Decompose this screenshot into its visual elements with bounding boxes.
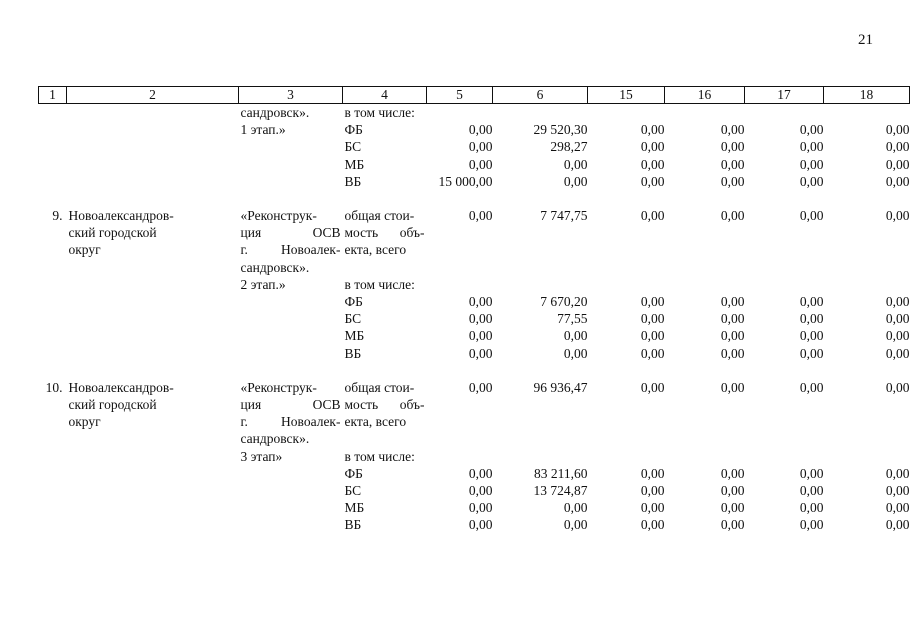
value-cell: 0,00: [640, 379, 665, 395]
spacer-row: [39, 190, 910, 207]
value-cell: 96 936,47: [533, 379, 588, 395]
object-name-cell: [239, 310, 343, 327]
table-row: [39, 156, 910, 173]
value-cell: 0,00: [885, 483, 910, 499]
value-cell: 13 724,87: [533, 483, 588, 499]
value-cell: 0,00: [799, 294, 824, 310]
header-cell: 15: [588, 87, 665, 104]
value-cell: 0,00: [799, 517, 824, 533]
row-number-cell: [39, 430, 67, 447]
funding-source-cell: общая стои-: [344, 379, 415, 395]
value-cell: 0,00: [720, 122, 745, 138]
funding-source-cell: ВБ: [344, 173, 362, 189]
value-cell: 0,00: [640, 328, 665, 344]
value-cell: 0,00: [563, 500, 588, 516]
row-number-cell: [39, 293, 67, 310]
value-cell: [745, 276, 824, 293]
municipality-cell: [67, 276, 239, 293]
value-cell: 0,00: [720, 311, 745, 327]
row-number-cell: [39, 396, 67, 413]
table-row: [39, 224, 910, 241]
value-cell: 0,00: [720, 156, 745, 172]
row-number-cell: [39, 224, 67, 241]
municipality-cell: ский городской: [68, 225, 157, 241]
value-cell: 0,00: [885, 311, 910, 327]
municipality-cell: [67, 448, 239, 465]
value-cell: 0,00: [468, 311, 493, 327]
funding-source-cell: ВБ: [344, 345, 362, 361]
value-cell: 0,00: [468, 517, 493, 533]
value-cell: 0,00: [885, 139, 910, 155]
value-cell: [824, 241, 910, 258]
object-name-cell: сандровск».: [240, 259, 310, 275]
value-cell: [824, 276, 910, 293]
table-row: [39, 121, 910, 138]
value-cell: [824, 224, 910, 241]
value-cell: [493, 241, 588, 258]
value-cell: 0,00: [799, 465, 824, 481]
row-number-cell: [39, 276, 67, 293]
value-cell: [493, 413, 588, 430]
value-cell: 0,00: [563, 345, 588, 361]
value-cell: [588, 413, 665, 430]
value-cell: 0,00: [885, 294, 910, 310]
funding-source-cell: в том числе:: [344, 448, 415, 464]
value-cell: 0,00: [799, 328, 824, 344]
value-cell: [427, 448, 493, 465]
value-cell: [588, 396, 665, 413]
value-cell: 0,00: [799, 500, 824, 516]
value-cell: [588, 276, 665, 293]
municipality-cell: [67, 104, 239, 122]
value-cell: 0,00: [799, 156, 824, 172]
value-cell: [493, 448, 588, 465]
value-cell: 0,00: [720, 328, 745, 344]
value-cell: [745, 224, 824, 241]
value-cell: 0,00: [468, 208, 493, 224]
funding-source-cell: МБ: [344, 328, 365, 344]
municipality-cell: [67, 430, 239, 447]
row-number-cell: [39, 465, 67, 482]
value-cell: 83 211,60: [534, 465, 588, 481]
value-cell: 0,00: [720, 517, 745, 533]
row-number-cell: 10.: [45, 379, 63, 395]
value-cell: 0,00: [720, 208, 745, 224]
municipality-cell: округ: [68, 242, 101, 258]
value-cell: [745, 104, 824, 122]
value-cell: 0,00: [468, 328, 493, 344]
value-cell: 0,00: [885, 465, 910, 481]
funding-source-cell: МБ: [344, 500, 365, 516]
municipality-cell: округ: [68, 414, 101, 430]
object-name-cell: [239, 482, 343, 499]
value-cell: 0,00: [799, 345, 824, 361]
value-cell: 0,00: [799, 208, 824, 224]
table-row: [39, 448, 910, 465]
funding-source-cell: ФБ: [344, 294, 363, 310]
header-cell: 5: [427, 87, 493, 104]
value-cell: [588, 241, 665, 258]
value-cell: [824, 448, 910, 465]
table-row: [39, 327, 910, 344]
table-row: [39, 259, 910, 276]
funding-source-cell: БС: [344, 311, 362, 327]
row-number-cell: [39, 121, 67, 138]
value-cell: [493, 104, 588, 122]
value-cell: 0,00: [885, 156, 910, 172]
municipality-cell: [67, 138, 239, 155]
value-cell: 0,00: [885, 328, 910, 344]
funding-source-cell: МБ: [344, 156, 365, 172]
row-number-cell: [39, 516, 67, 533]
value-cell: 0,00: [885, 379, 910, 395]
header-cell: 1: [39, 87, 67, 104]
table-row: [39, 207, 910, 224]
value-cell: [588, 448, 665, 465]
municipality-cell: [67, 465, 239, 482]
header-cell: 3: [239, 87, 343, 104]
header-cell: 4: [343, 87, 427, 104]
value-cell: 0,00: [885, 173, 910, 189]
value-cell: 0,00: [640, 122, 665, 138]
municipality-cell: [67, 499, 239, 516]
value-cell: [745, 448, 824, 465]
value-cell: 0,00: [720, 139, 745, 155]
table-row: [39, 482, 910, 499]
object-name-cell: ция ОСВ: [240, 225, 341, 241]
value-cell: 0,00: [468, 345, 493, 361]
object-name-cell: [239, 293, 343, 310]
value-cell: [427, 104, 493, 122]
value-cell: [427, 259, 493, 276]
table-row: [39, 379, 910, 396]
value-cell: [588, 430, 665, 447]
value-cell: 15 000,00: [438, 173, 493, 189]
value-cell: 0,00: [468, 465, 493, 481]
municipality-cell: ский городской: [68, 397, 157, 413]
row-number-cell: [39, 448, 67, 465]
table-row: [39, 241, 910, 258]
table-row: [39, 396, 910, 413]
municipality-cell: [67, 293, 239, 310]
value-cell: [824, 396, 910, 413]
funding-source-cell: БС: [344, 139, 362, 155]
funding-source-cell: екта, всего: [344, 242, 407, 258]
value-cell: 29 520,30: [533, 122, 588, 138]
value-cell: 0,00: [640, 483, 665, 499]
header-cell: 6: [493, 87, 588, 104]
table-row: [39, 499, 910, 516]
value-cell: 0,00: [720, 173, 745, 189]
table-row: [39, 293, 910, 310]
value-cell: [665, 276, 745, 293]
value-cell: [745, 413, 824, 430]
value-cell: 0,00: [885, 500, 910, 516]
value-cell: [665, 448, 745, 465]
value-cell: [745, 259, 824, 276]
object-name-cell: [239, 465, 343, 482]
value-cell: 7 747,75: [540, 208, 588, 224]
value-cell: 77,55: [557, 311, 588, 327]
object-name-cell: сандровск».: [240, 105, 310, 120]
funding-source-cell: ФБ: [344, 122, 363, 138]
value-cell: [588, 259, 665, 276]
table-row: [39, 413, 910, 430]
column-number-row: [39, 87, 910, 104]
value-cell: [824, 413, 910, 430]
value-cell: 0,00: [563, 328, 588, 344]
object-name-cell: 2 этап.»: [240, 276, 286, 292]
value-cell: 0,00: [468, 139, 493, 155]
value-cell: [665, 224, 745, 241]
header-cell: 17: [745, 87, 824, 104]
object-name-cell: «Реконструк-: [240, 208, 317, 224]
table-row: [39, 104, 910, 122]
municipality-cell: Новоалександров-: [68, 379, 174, 395]
value-cell: [665, 259, 745, 276]
object-name-cell: [239, 173, 343, 190]
row-number-cell: [39, 310, 67, 327]
row-number-cell: [39, 413, 67, 430]
value-cell: 0,00: [720, 500, 745, 516]
spacer-cell: [39, 190, 910, 207]
municipality-cell: [67, 156, 239, 173]
row-number-cell: [39, 327, 67, 344]
value-cell: 0,00: [885, 208, 910, 224]
value-cell: [665, 104, 745, 122]
value-cell: [745, 241, 824, 258]
municipality-cell: [67, 482, 239, 499]
value-cell: [427, 396, 493, 413]
value-cell: 0,00: [468, 122, 493, 138]
value-cell: 0,00: [640, 294, 665, 310]
funding-source-cell: БС: [344, 483, 362, 499]
table-row: [39, 138, 910, 155]
value-cell: [427, 241, 493, 258]
value-cell: 0,00: [640, 208, 665, 224]
value-cell: 0,00: [799, 173, 824, 189]
value-cell: 0,00: [720, 379, 745, 395]
object-name-cell: «Реконструк-: [240, 379, 317, 395]
funding-source-cell: мость объ-: [344, 397, 425, 413]
row-number-cell: [39, 259, 67, 276]
value-cell: [427, 430, 493, 447]
municipality-cell: [67, 516, 239, 533]
value-cell: 0,00: [468, 156, 493, 172]
value-cell: [427, 276, 493, 293]
municipality-cell: Новоалександров-: [68, 208, 174, 224]
value-cell: [493, 430, 588, 447]
value-cell: 0,00: [640, 311, 665, 327]
municipality-cell: [67, 121, 239, 138]
municipality-cell: [67, 259, 239, 276]
table-row: [39, 173, 910, 190]
value-cell: 0,00: [799, 483, 824, 499]
municipality-cell: [67, 327, 239, 344]
value-cell: 0,00: [563, 173, 588, 189]
table-body: [39, 104, 910, 534]
row-number-cell: [39, 173, 67, 190]
table-row: [39, 465, 910, 482]
row-number-cell: [39, 104, 67, 122]
object-name-cell: г. Новоалек-: [240, 414, 341, 430]
value-cell: [427, 224, 493, 241]
value-cell: 0,00: [563, 517, 588, 533]
value-cell: [745, 430, 824, 447]
value-cell: [427, 413, 493, 430]
value-cell: 0,00: [640, 500, 665, 516]
funding-source-cell: екта, всего: [344, 414, 407, 430]
value-cell: [588, 104, 665, 122]
table-row: [39, 430, 910, 447]
header-cell: 16: [665, 87, 745, 104]
row-number-cell: 9.: [52, 208, 63, 224]
value-cell: 0,00: [720, 294, 745, 310]
object-name-cell: сандровск».: [240, 431, 310, 447]
value-cell: 298,27: [550, 139, 588, 155]
value-cell: [493, 224, 588, 241]
municipality-cell: [67, 173, 239, 190]
row-number-cell: [39, 156, 67, 173]
header-cell: 2: [67, 87, 239, 104]
funding-source-cell: в том числе:: [344, 105, 415, 120]
value-cell: 0,00: [885, 345, 910, 361]
value-cell: [493, 396, 588, 413]
header-cell: 18: [824, 87, 910, 104]
value-cell: 0,00: [468, 379, 493, 395]
table-row: [39, 516, 910, 533]
value-cell: 0,00: [720, 483, 745, 499]
table-row: [39, 310, 910, 327]
value-cell: 0,00: [885, 517, 910, 533]
value-cell: 7 670,20: [540, 294, 588, 310]
object-name-cell: [239, 138, 343, 155]
value-cell: [493, 259, 588, 276]
value-cell: [665, 396, 745, 413]
value-cell: 0,00: [720, 465, 745, 481]
value-cell: 0,00: [468, 483, 493, 499]
value-cell: 0,00: [799, 379, 824, 395]
funding-table: [38, 86, 910, 534]
value-cell: 0,00: [640, 465, 665, 481]
value-cell: 0,00: [720, 345, 745, 361]
table-row: [39, 345, 910, 362]
value-cell: [745, 396, 824, 413]
value-cell: [665, 241, 745, 258]
value-cell: [665, 430, 745, 447]
value-cell: [824, 430, 910, 447]
value-cell: 0,00: [799, 139, 824, 155]
row-number-cell: [39, 138, 67, 155]
row-number-cell: [39, 482, 67, 499]
value-cell: 0,00: [640, 156, 665, 172]
object-name-cell: ция ОСВ: [240, 397, 341, 413]
object-name-cell: [239, 345, 343, 362]
value-cell: 0,00: [799, 311, 824, 327]
funding-source-cell: [343, 259, 427, 276]
row-number-cell: [39, 499, 67, 516]
value-cell: [665, 413, 745, 430]
municipality-cell: [67, 310, 239, 327]
value-cell: 0,00: [640, 517, 665, 533]
funding-source-cell: [343, 430, 427, 447]
value-cell: 0,00: [468, 500, 493, 516]
municipality-cell: [67, 345, 239, 362]
funding-source-cell: мость объ-: [344, 225, 425, 241]
page-number: 21: [858, 32, 873, 48]
funding-source-cell: ФБ: [344, 465, 363, 481]
value-cell: 0,00: [563, 156, 588, 172]
value-cell: 0,00: [468, 294, 493, 310]
value-cell: 0,00: [640, 173, 665, 189]
value-cell: [493, 276, 588, 293]
value-cell: 0,00: [640, 139, 665, 155]
value-cell: 0,00: [885, 122, 910, 138]
funding-source-cell: в том числе:: [344, 276, 415, 292]
object-name-cell: 3 этап»: [240, 448, 283, 464]
row-number-cell: [39, 241, 67, 258]
object-name-cell: г. Новоалек-: [240, 242, 341, 258]
value-cell: 0,00: [640, 345, 665, 361]
funding-source-cell: общая стои-: [344, 208, 415, 224]
spacer-row: [39, 362, 910, 379]
object-name-cell: 1 этап.»: [240, 122, 286, 138]
object-name-cell: [239, 516, 343, 533]
row-number-cell: [39, 345, 67, 362]
funding-source-cell: ВБ: [344, 517, 362, 533]
spacer-cell: [39, 362, 910, 379]
value-cell: 0,00: [799, 122, 824, 138]
value-cell: [588, 224, 665, 241]
value-cell: [824, 104, 910, 122]
value-cell: [824, 259, 910, 276]
object-name-cell: [239, 327, 343, 344]
object-name-cell: [239, 499, 343, 516]
object-name-cell: [239, 156, 343, 173]
table-row: [39, 276, 910, 293]
